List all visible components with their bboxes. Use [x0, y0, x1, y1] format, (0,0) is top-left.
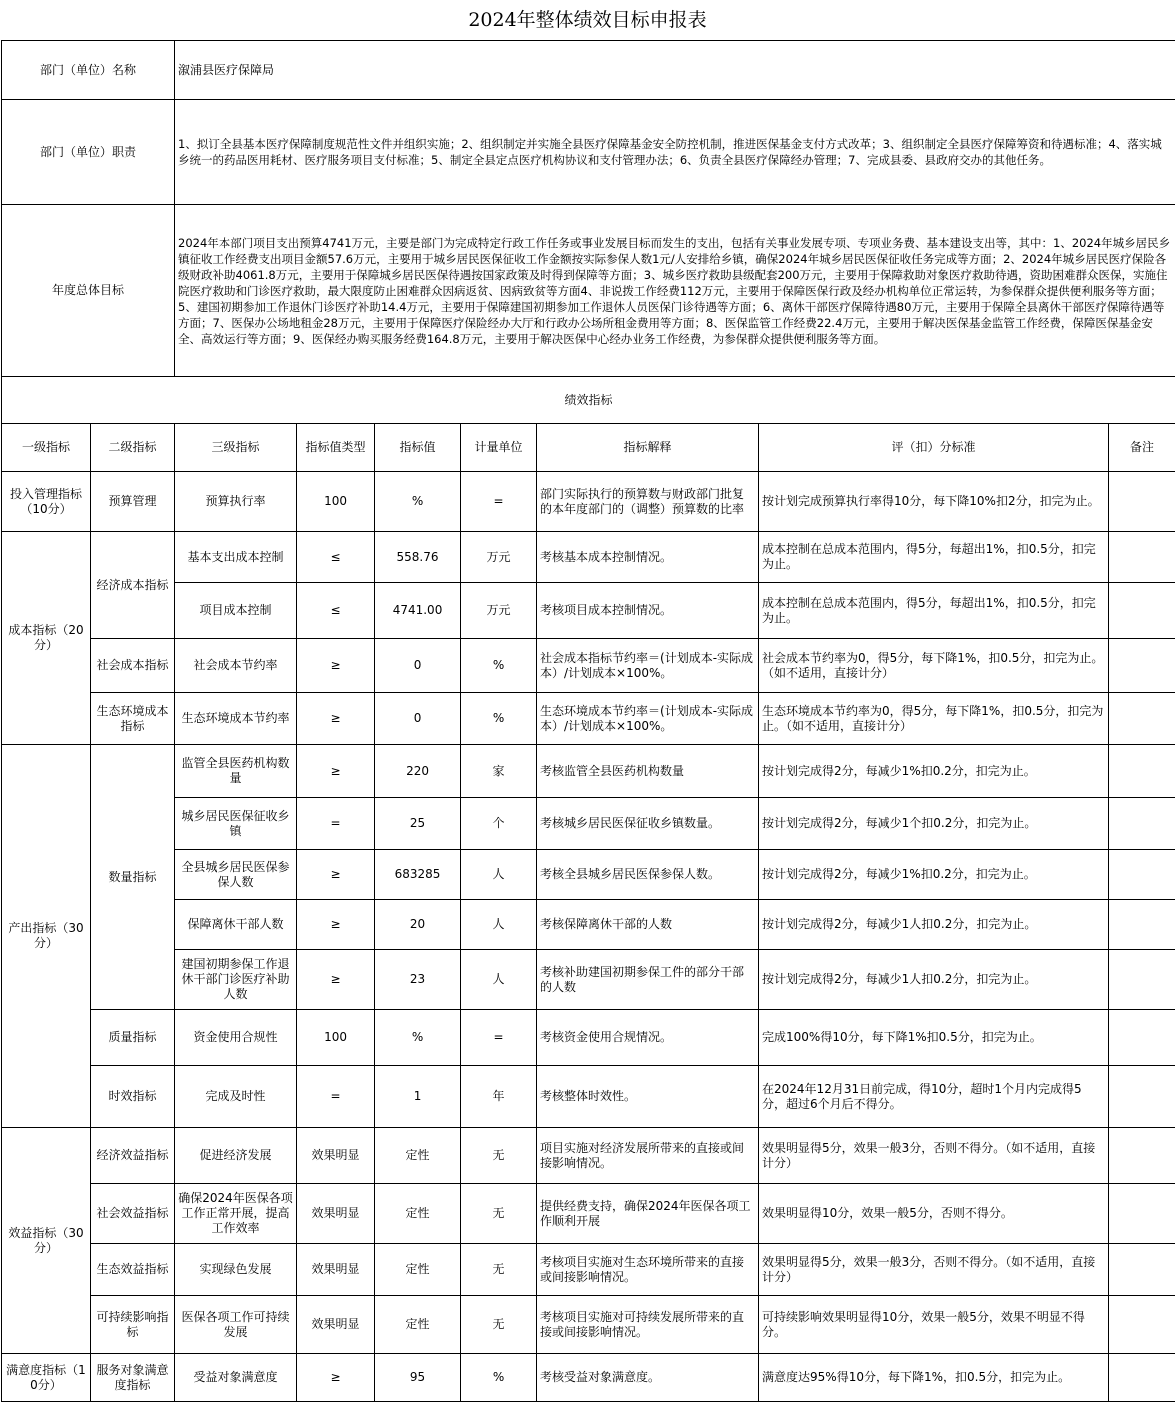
header-criteria: 评（扣）分标准: [759, 424, 1109, 472]
indicator-criteria: 效果明显得5分，效果一般3分，否则不得分。（如不适用，直接计分）: [759, 1244, 1109, 1296]
indicator-explain: 考核项目实施对可持续发展所带来的直接或间接影响情况。: [537, 1296, 759, 1354]
indicator-note: [1109, 1128, 1175, 1184]
table-row: [2, 472, 1175, 532]
indicator-note: [1109, 1010, 1175, 1066]
indicator-explain: 项目实施对经济发展所带来的直接或间接影响情况。: [537, 1128, 759, 1184]
indicator-note: [1109, 745, 1175, 798]
indicator-name: 完成及时性: [175, 1066, 297, 1128]
indicator-criteria: 按计划完成得2分，每减少1%扣0.2分，扣完为止。: [759, 850, 1109, 900]
indicator-explain: 考核项目成本控制情况。: [537, 583, 759, 639]
table-row: [2, 798, 1175, 850]
indicator-explain: 考核全县城乡居民医保参保人数。: [537, 850, 759, 900]
header-level3: 三级指标: [175, 424, 297, 472]
indicator-type: ≥: [297, 850, 375, 900]
indicator-criteria: 按计划完成得2分，每减少1个扣0.2分，扣完为止。: [759, 798, 1109, 850]
table-row: [2, 1184, 1175, 1244]
level1-invest: 投入管理指标（10分）: [2, 472, 91, 532]
indicator-type: 效果明显: [297, 1244, 375, 1296]
goal-row: [2, 205, 1175, 377]
indicator-value: 定性: [375, 1184, 461, 1244]
table-row: [2, 1296, 1175, 1354]
indicator-unit: 无: [461, 1184, 537, 1244]
indicator-unit: 无: [461, 1128, 537, 1184]
indicator-name: 基本支出成本控制: [175, 532, 297, 583]
indicator-value: 定性: [375, 1296, 461, 1354]
dept-name-value: 溆浦县医疗保障局: [175, 41, 1175, 100]
indicator-name: 社会成本节约率: [175, 639, 297, 693]
indicator-value: 23: [375, 950, 461, 1010]
dept-name-label: 部门（单位）名称: [2, 41, 175, 100]
indicator-type: ≤: [297, 583, 375, 639]
indicator-name: 确保2024年医保各项工作正常开展，提高工作效率: [175, 1184, 297, 1244]
indicator-type: ≤: [297, 532, 375, 583]
indicator-explain: 考核监管全县医药机构数量: [537, 745, 759, 798]
table-row: [2, 850, 1175, 900]
indicator-note: [1109, 1244, 1175, 1296]
indicator-note: [1109, 798, 1175, 850]
indicator-explain: 考核受益对象满意度。: [537, 1354, 759, 1402]
indicator-criteria: 按计划完成得2分，每减少1人扣0.2分，扣完为止。: [759, 950, 1109, 1010]
indicator-unit: 年: [461, 1066, 537, 1128]
indicator-name: 项目成本控制: [175, 583, 297, 639]
indicator-type: 效果明显: [297, 1184, 375, 1244]
indicator-unit: 家: [461, 745, 537, 798]
indicator-name: 资金使用合规性: [175, 1010, 297, 1066]
indicator-value: 95: [375, 1354, 461, 1402]
indicator-criteria: 在2024年12月31日前完成，得10分，超时1个月内完成得5分，超过6个月后不得分。: [759, 1066, 1109, 1128]
indicator-name: 建国初期参保工作退休干部门诊医疗补助人数: [175, 950, 297, 1010]
indicator-criteria: 效果明显得5分，效果一般3分，否则不得分。（如不适用，直接计分）: [759, 1128, 1109, 1184]
indicator-value: 0: [375, 639, 461, 693]
indicator-value: %: [375, 472, 461, 532]
table-row: [2, 745, 1175, 798]
indicator-explain: 考核补助建国初期参保工件的部分干部的人数: [537, 950, 759, 1010]
indicator-type: ≥: [297, 950, 375, 1010]
indicator-note: [1109, 639, 1175, 693]
level2-social-benefit: 社会效益指标: [91, 1184, 175, 1244]
header-row: [2, 424, 1175, 472]
indicator-explain: 考核项目实施对生态环境所带来的直接或间接影响情况。: [537, 1244, 759, 1296]
indicator-name: 预算执行率: [175, 472, 297, 532]
table-row: [2, 1066, 1175, 1128]
table-row: [2, 1354, 1175, 1402]
indicator-value: 0: [375, 693, 461, 745]
indicator-criteria: 按计划完成得2分，每减少1%扣0.2分，扣完为止。: [759, 745, 1109, 798]
indicator-criteria: 成本控制在总成本范围内，得5分，每超出1%，扣0.5分，扣完为止。: [759, 532, 1109, 583]
perf-label-row: [2, 377, 1175, 424]
indicator-value: 定性: [375, 1128, 461, 1184]
perf-label: 绩效指标: [2, 377, 1175, 424]
header-level1: 一级指标: [2, 424, 91, 472]
duty-text: 1、拟订全县基本医疗保障制度规范性文件并组织实施；2、组织制定并实施全县医疗保障基金安全防控机制，推进医保基金支付方式改革；3、组织制定全县医疗保障筹资和待遇标准；4、落实城乡统一的药品医用耗材、医疗服务项目支付标准；5、制定全县定点医疗机构协议和支付管理办法；6、负责全县医疗保障经办管理；7、完成县委、县政府交办的其他任务。: [175, 100, 1175, 205]
indicator-type: ≥: [297, 745, 375, 798]
header-note: 备注: [1109, 424, 1175, 472]
indicator-value: 定性: [375, 1244, 461, 1296]
indicator-note: [1109, 850, 1175, 900]
indicator-name: 城乡居民医保征收乡镇: [175, 798, 297, 850]
level1-benefit: 效益指标（30分）: [2, 1128, 91, 1354]
indicator-value: 220: [375, 745, 461, 798]
indicator-value: 683285: [375, 850, 461, 900]
indicator-unit: 人: [461, 900, 537, 950]
indicator-criteria: 社会成本节约率为0，得5分，每下降1%，扣0.5分，扣完为止。（如不适用，直接计分）: [759, 639, 1109, 693]
indicator-type: ≥: [297, 693, 375, 745]
indicator-explain: 考核保障离休干部的人数: [537, 900, 759, 950]
table-row: [2, 532, 1175, 583]
table-row: [2, 1244, 1175, 1296]
table-row: [2, 583, 1175, 639]
indicator-type: ≥: [297, 900, 375, 950]
indicator-unit: 万元: [461, 532, 537, 583]
indicator-value: 4741.00: [375, 583, 461, 639]
table-row: [2, 900, 1175, 950]
indicator-unit: 无: [461, 1296, 537, 1354]
indicator-type: =: [297, 1066, 375, 1128]
indicator-criteria: 满意度达95%得10分，每下降1%，扣0.5分，扣完为止。: [759, 1354, 1109, 1402]
indicator-value: 25: [375, 798, 461, 850]
indicator-explain: 部门实际执行的预算数与财政部门批复的本年度部门的（调整）预算数的比率: [537, 472, 759, 532]
table-row: [2, 1010, 1175, 1066]
indicator-name: 医保各项工作可持续发展: [175, 1296, 297, 1354]
indicator-note: [1109, 1296, 1175, 1354]
indicator-unit: 个: [461, 798, 537, 850]
level2-eco-cost: 生态环境成本指标: [91, 693, 175, 745]
level1-satisfy: 满意度指标（10分）: [2, 1354, 91, 1402]
indicator-type: ≥: [297, 639, 375, 693]
indicator-note: [1109, 532, 1175, 583]
indicator-name: 全县城乡居民医保参保人数: [175, 850, 297, 900]
dept-name-row: [2, 41, 1175, 100]
table-row: [2, 693, 1175, 745]
indicator-note: [1109, 950, 1175, 1010]
indicator-unit: %: [461, 639, 537, 693]
indicator-value: 1: [375, 1066, 461, 1128]
header-unit: 计量单位: [461, 424, 537, 472]
indicator-criteria: 生态环境成本节约率为0，得5分，每下降1%，扣0.5分，扣完为止。（如不适用，直接计分）: [759, 693, 1109, 745]
level2-quality: 质量指标: [91, 1010, 175, 1066]
duty-row: [2, 100, 1175, 205]
indicator-type: 100: [297, 1010, 375, 1066]
indicator-type: =: [297, 798, 375, 850]
page-title: 2024年整体绩效目标申报表: [468, 9, 707, 31]
indicator-name: 促进经济发展: [175, 1128, 297, 1184]
indicator-value: 558.76: [375, 532, 461, 583]
indicator-unit: %: [461, 693, 537, 745]
table-row: [2, 639, 1175, 693]
header-value-type: 指标值类型: [297, 424, 375, 472]
indicator-criteria: 效果明显得10分，效果一般5分，否则不得分。: [759, 1184, 1109, 1244]
indicator-type: ≥: [297, 1354, 375, 1402]
indicator-explain: 提供经费支持，确保2024年医保各项工作顺利开展: [537, 1184, 759, 1244]
level2-sustain: 可持续影响指标: [91, 1296, 175, 1354]
indicator-type: 100: [297, 472, 375, 532]
level2-econ-benefit: 经济效益指标: [91, 1128, 175, 1184]
level2-quantity: 数量指标: [91, 745, 175, 1010]
indicator-criteria: 按计划完成预算执行率得10分，每下降10%扣2分，扣完为止。: [759, 472, 1109, 532]
indicator-unit: 万元: [461, 583, 537, 639]
indicator-explain: 考核基本成本控制情况。: [537, 532, 759, 583]
performance-table: [1, 40, 1175, 1402]
indicator-note: [1109, 1354, 1175, 1402]
level2-timeliness: 时效指标: [91, 1066, 175, 1128]
level2-budget: 预算管理: [91, 472, 175, 532]
indicator-note: [1109, 693, 1175, 745]
indicator-name: 监管全县医药机构数量: [175, 745, 297, 798]
indicator-note: [1109, 583, 1175, 639]
indicator-unit: =: [461, 472, 537, 532]
indicator-explain: 生态环境成本节约率＝(计划成本-实际成本）/计划成本×100%。: [537, 693, 759, 745]
header-explain: 指标解释: [537, 424, 759, 472]
header-value: 指标值: [375, 424, 461, 472]
goal-label: 年度总体目标: [2, 205, 175, 377]
indicator-unit: 人: [461, 950, 537, 1010]
indicator-unit: 人: [461, 850, 537, 900]
table-row: [2, 1128, 1175, 1184]
indicator-name: 保障离休干部人数: [175, 900, 297, 950]
indicator-type: 效果明显: [297, 1128, 375, 1184]
indicator-name: 受益对象满意度: [175, 1354, 297, 1402]
indicator-criteria: 可持续影响效果明显得10分，效果一般5分，效果不明显不得分。: [759, 1296, 1109, 1354]
indicator-note: [1109, 900, 1175, 950]
indicator-explain: 考核城乡居民医保征收乡镇数量。: [537, 798, 759, 850]
level1-cost: 成本指标（20分）: [2, 532, 91, 745]
indicator-name: 生态环境成本节约率: [175, 693, 297, 745]
duty-label: 部门（单位）职责: [2, 100, 175, 205]
indicator-criteria: 完成100%得10分，每下降1%扣0.5分，扣完为止。: [759, 1010, 1109, 1066]
level2-eco-benefit: 生态效益指标: [91, 1244, 175, 1296]
indicator-explain: 考核整体时效性。: [537, 1066, 759, 1128]
indicator-explain: 考核资金使用合规情况。: [537, 1010, 759, 1066]
indicator-criteria: 按计划完成得2分，每减少1人扣0.2分，扣完为止。: [759, 900, 1109, 950]
level1-output: 产出指标（30分）: [2, 745, 91, 1128]
indicator-criteria: 成本控制在总成本范围内，得5分，每超出1%，扣0.5分，扣完为止。: [759, 583, 1109, 639]
indicator-unit: %: [461, 1354, 537, 1402]
table-row: [2, 950, 1175, 1010]
level2-social-cost: 社会成本指标: [91, 639, 175, 693]
goal-text: 2024年本部门项目支出预算4741万元，主要是部门为完成特定行政工作任务或事业发展目标而发生的支出，包括有关事业发展专项、专项业务费、基本建设支出等，其中：1、2024年城乡居民乡镇征收工作经费支出项目金额57.6万元，主要用于城乡居民医保征收工作金额按实际参保人数1元/人安排给乡镇，确保2024年城乡居民医保征收任务完成等方面；2、2024年城乡居民医疗保险各级财政补助4061.8万元，主要用于保障城乡居民医保待遇按国家政策及时得到保障等方面；3、城乡医疗救助县级配套200万元，主要用于保障救助对象医疗救助待遇，资助困难群众医保，实施住院医疗救助和门诊医疗救助，最大限度防止困难群众因病返贫、因病致贫等方面4、非说拨工作经费112万元，主要用于保障医保行政及经办机构单位正常运转，为参保群众提供便利服务等方面；5、建国初期参加工作退休门诊医疗补助14.4万元，主要用于保障建国初期参加工作退休人员医保门诊待遇等方面；6、离休干部医疗保障待遇80万元，主要用于保障全县离休干部医疗保障待遇等方面；7、医保办公场地租金28万元，主要用于保障医疗保险经办大厅和行政办公场所租金费用等方面；8、医保监管工作经费22.4万元，主要用于解决医保基金监管工作经费，保障医保基金安全、高效运行等方面；9、医保经办购买服务经费164.8万元，主要用于解决医保中心经办业务工作经费，为参保群众提供便利服务等方面。: [175, 205, 1175, 377]
indicator-note: [1109, 1184, 1175, 1244]
indicator-value: 20: [375, 900, 461, 950]
indicator-note: [1109, 1066, 1175, 1128]
indicator-unit: =: [461, 1010, 537, 1066]
indicator-note: [1109, 472, 1175, 532]
level2-service-satisfy: 服务对象满意度指标: [91, 1354, 175, 1402]
indicator-explain: 社会成本指标节约率＝(计划成本-实际成本）/计划成本×100%。: [537, 639, 759, 693]
indicator-value: %: [375, 1010, 461, 1066]
header-level2: 二级指标: [91, 424, 175, 472]
indicator-type: 效果明显: [297, 1296, 375, 1354]
indicator-unit: 无: [461, 1244, 537, 1296]
level2-econ-cost: 经济成本指标: [91, 532, 175, 639]
indicator-name: 实现绿色发展: [175, 1244, 297, 1296]
